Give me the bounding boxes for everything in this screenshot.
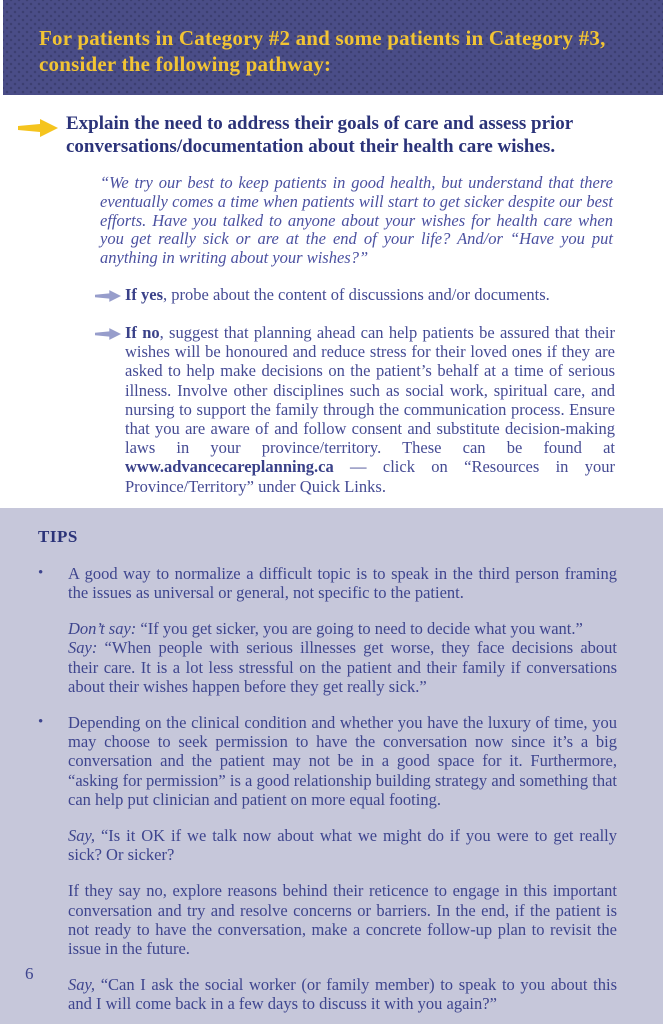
branch-if-no <box>95 323 615 496</box>
say-lead: Say, <box>68 826 96 846</box>
branch-if-yes-label: If yes <box>125 284 164 304</box>
say-text: “When people with serious illnesses get worse, they face decisions about their care. It is a lot less stressful on the patient and their family if conversations about their wishes happen before they get really sick.” <box>68 638 617 696</box>
pathway-quote: “We try our best to keep patients in good health, but understand that there eventually comes a time when patients will start to get sicker despite our best efforts. Have you talked to anyone about your wishes for health care when you get really sick or are at the end of your life? And/or “Have you put anything in writing about your wishes?” <box>100 173 613 268</box>
tip-paragraph-dont-say <box>68 619 617 696</box>
tip-text-permission: Depending on the clinical condition and whether you have the luxury of time, you may choose to seek permission to have the conversation now since it’s a big conversation and the patient may not be in a good space for it. Furthermore, “asking for permission” is a good relationship building strategy and something that can help put clinician and patient on more equal footing. <box>68 713 617 809</box>
branch-right-arrow-icon <box>95 285 125 309</box>
tip-paragraph-if-they-say-no <box>68 881 617 958</box>
branch-if-yes-text <box>125 285 615 304</box>
branch-right-arrow-icon <box>95 323 125 347</box>
pathway-heading: Explain the need to address their goals of care and assess prior conversations/documentation about their health care wishes. <box>66 113 573 157</box>
tip-paragraph-say-ok <box>68 826 617 864</box>
dont-say-text: “If you get sicker, you are going to need to decide what you want.” <box>136 619 583 639</box>
bullet-dot-icon: • <box>38 564 44 581</box>
header-banner <box>3 0 663 95</box>
pathway-lead-row <box>18 112 663 158</box>
tips-section <box>0 508 663 1024</box>
tip-text-normalize: A good way to normalize a difficult topic is to speak in the third person framing the issues as universal or general, not specific to the patient. <box>68 563 617 603</box>
branch-if-no-label: If no <box>125 322 160 342</box>
header-title-line-2: consider the following pathway: <box>39 52 332 76</box>
bullet-dot-icon: • <box>38 714 44 731</box>
pathway-section <box>0 95 663 496</box>
advance-care-planning-url: www.advancecareplanning.ca <box>125 457 334 477</box>
page-number: 6 <box>25 964 34 983</box>
say-ok-text: “Is it OK if we talk now about what we might do if you were to get really sick? Or sicker? <box>68 826 617 865</box>
branch-if-no-text <box>125 323 615 496</box>
yellow-right-arrow-icon <box>18 112 60 145</box>
tips-heading: TIPS <box>38 526 78 546</box>
say-lead: Say, <box>68 975 96 995</box>
say-lead: Say: <box>68 638 98 658</box>
branch-if-yes-body: , probe about the content of discussions and/or documents. <box>163 284 550 304</box>
tip-bullet-item <box>38 564 617 602</box>
branch-if-no-body-1: , suggest that planning ahead can help patients be assured that their wishes will be honoured and reduce stress for their loved ones if they are asked to help make decisions on the patient’s behalf at a time of serious illness. Involve other disciplines such as social work, spiritual care, and nursing to support the family through the communication process. Ensure that you are aware of and follow consent and substitute decision-making laws in your province/territory. These can be found at <box>125 322 616 458</box>
tip-paragraph-social-worker <box>68 975 617 1013</box>
if-they-say-no-text: If they say no, explore reasons behind their reticence to engage in this important conversation and try and resolve concerns or barriers. In the end, if the patient is not ready to have the conversation, make a concrete follow-up plan to revisit the issue in the future. <box>68 881 617 959</box>
dont-say-lead: Don’t say: <box>68 619 137 639</box>
branch-if-yes <box>95 285 615 309</box>
header-title-line-1: For patients in Category #2 and some patients in Category #3, <box>39 26 606 50</box>
social-worker-text: “Can I ask the social worker (or family member) to speak to you about this and I will come back in a few days to discuss it with you again?” <box>68 975 617 1014</box>
tip-bullet-item <box>38 713 617 809</box>
branch-if-no-body-2: — click on “Resources in your Province/Territory” under Quick Links. <box>125 457 615 496</box>
